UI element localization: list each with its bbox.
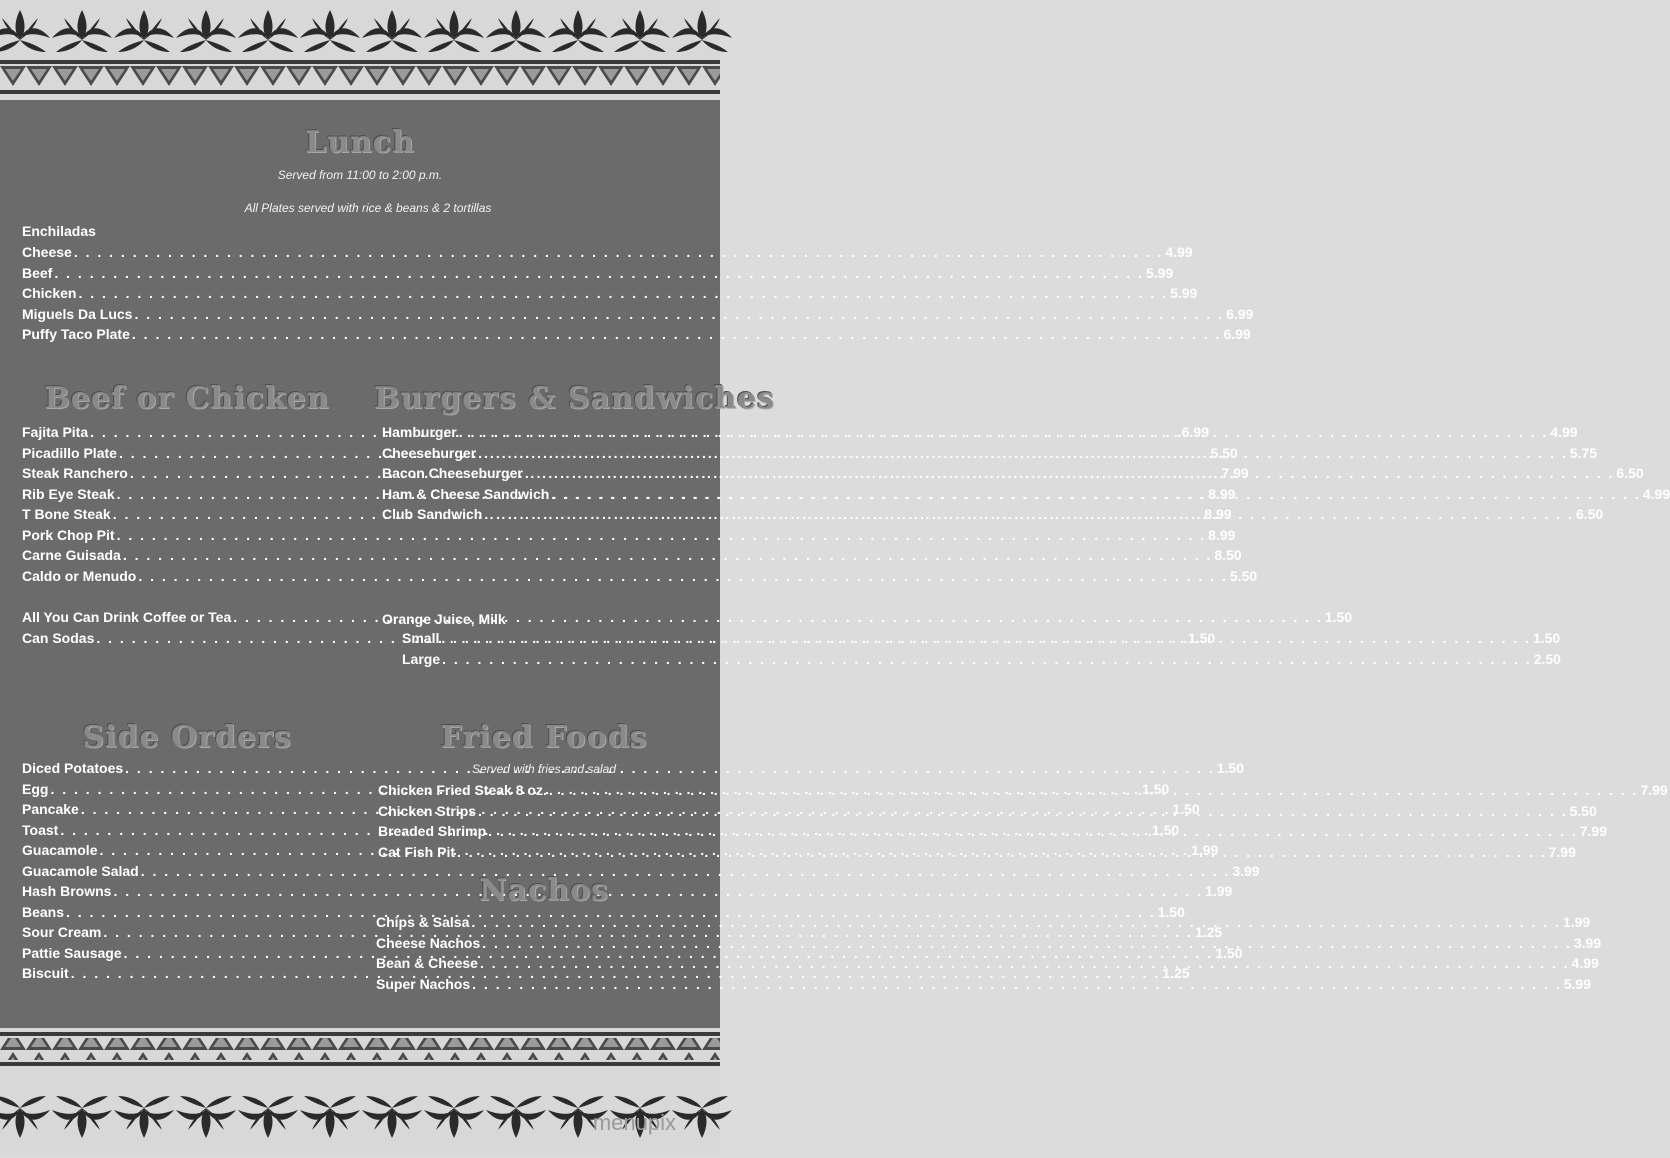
menu-item <box>402 650 1561 671</box>
menu-item-price: 1.25 <box>1194 924 1223 940</box>
menu-item-price: 2.50 <box>1533 650 1561 667</box>
menu-item-name: Beef <box>22 264 53 281</box>
menu-item-price: 5.99 <box>1170 285 1198 301</box>
dot-leader <box>471 914 1561 930</box>
menu-item-price: 6.99 <box>1226 305 1254 322</box>
menu-item-name: Cheese <box>22 244 72 260</box>
burgers-title: Burgers & Sandwiches <box>374 381 775 416</box>
menu-item-name: Puffy Taco Plate <box>22 326 130 342</box>
menu-item-name: Diced Potatoes <box>22 760 124 776</box>
menu-item <box>22 567 1258 588</box>
menu-item <box>402 630 1561 650</box>
dot-leader <box>442 651 1532 667</box>
menu-item-name: Bean & Cheese <box>376 955 478 971</box>
menu-item-name: Steak Ranchero <box>22 465 128 481</box>
menu-item-price: 6.99 <box>1181 424 1209 440</box>
fried-foods-note: Served with fries and salad <box>471 762 617 776</box>
menu-item <box>22 264 1174 285</box>
nachos-title: Nachos <box>479 873 609 908</box>
menu-item-name: Hash Browns <box>22 883 112 899</box>
menu-item-name: Can Sodas <box>22 629 95 646</box>
menu-item-name: Guacamole Salad <box>22 862 139 879</box>
dot-leader <box>74 244 1164 260</box>
menu-item-name: Chips & Salsa <box>376 914 470 930</box>
menu-item-price: 4.99 <box>1165 244 1193 260</box>
menu-item-price: 7.99 <box>1221 465 1249 481</box>
enchiladas-heading: Enchiladas <box>22 223 96 239</box>
menu-item-price: 1.50 <box>1157 903 1185 920</box>
lunch-plates-note: All Plates served with rice & beans & 2 tortillas <box>244 201 492 215</box>
menu-item-price: 8.99 <box>1204 506 1232 522</box>
menu-item-name: Miguels Da Lucs <box>22 305 133 322</box>
fried-foods-title: Fried Foods <box>440 720 648 755</box>
side-orders-title: Side Orders <box>82 720 292 755</box>
menu-item-price: 1.99 <box>1562 914 1591 930</box>
menu-item-name: Rib Eye Steak <box>22 485 115 502</box>
menu-item-price: 3.99 <box>1573 934 1602 951</box>
menu-item-name: Cat Fish Pit <box>378 843 456 860</box>
menu-item-name: Biscuit <box>22 965 69 981</box>
dot-leader <box>54 265 1144 281</box>
menu-item-name: Toast <box>22 821 59 838</box>
menu-item-price: 5.99 <box>1145 264 1174 281</box>
menu-item-price: 5.75 <box>1569 444 1597 461</box>
orange-juice-milk-heading: Orange Juice, Milk <box>382 611 506 627</box>
menu-item-name: Ham & Cheese Sandwich <box>382 485 550 502</box>
dot-leader <box>482 935 1572 951</box>
menu-item-price: 5.99 <box>1563 975 1591 992</box>
dot-leader <box>117 527 1207 543</box>
menu-item-name: Club Sandwich <box>382 506 483 522</box>
dot-leader <box>134 306 1224 322</box>
dot-leader <box>478 803 1568 819</box>
menu-item <box>22 526 1236 547</box>
menu-item-price: 3.99 <box>1232 862 1260 879</box>
menu-item-price: 4.99 <box>1571 955 1599 971</box>
menu-item <box>22 285 1198 305</box>
menu-item-name: Caldo or Menudo <box>22 567 137 584</box>
menu-item-price: 5.50 <box>1229 567 1258 584</box>
menu-item-name: Chicken Fried Steak 8 oz. <box>378 782 547 798</box>
menu-item-price: 8.50 <box>1214 547 1242 563</box>
menu-item-name: Pancake <box>22 801 79 817</box>
menu-item <box>376 975 1591 996</box>
menu-item-name: Carne Guisada <box>22 547 121 563</box>
menu-item-price: 1.50 <box>1532 630 1561 646</box>
menu-item-name: Chicken <box>22 285 77 301</box>
dot-leader <box>123 547 1213 563</box>
menu-item-price: 1.50 <box>1324 609 1353 625</box>
menu-item-name: Sour Cream <box>22 924 102 940</box>
menu-item-price: 1.99 <box>1205 883 1233 899</box>
dot-leader <box>549 782 1639 798</box>
dot-leader <box>459 424 1549 440</box>
menu-item-price: 6.50 <box>1616 465 1644 481</box>
menu-item-price: 1.50 <box>1172 801 1200 817</box>
dot-leader <box>441 630 1531 646</box>
menu-item-price: 1.50 <box>1142 780 1170 797</box>
menu-item-price: 1.25 <box>1162 965 1190 981</box>
menu-item-price: 7.99 <box>1579 823 1607 839</box>
menu-item-name: All You Can Drink Coffee or Tea <box>22 609 232 625</box>
dot-leader <box>484 506 1574 522</box>
dot-leader <box>525 465 1615 481</box>
menu-item <box>22 244 1193 264</box>
menu-item-name: Fajita Pita <box>22 424 89 440</box>
menu-item-price: 1.50 <box>1216 760 1244 776</box>
menu-item-price: 6.50 <box>1575 506 1604 522</box>
menu-item-name: T Bone Steak <box>22 506 111 522</box>
menupix-watermark: menupix <box>592 1110 676 1135</box>
menu-item-price: 6.99 <box>1223 326 1251 342</box>
menu-item-name: Guacamole <box>22 842 98 858</box>
menu-item <box>22 862 1260 883</box>
dot-leader <box>78 285 1168 301</box>
menu-item-price: 1.50 <box>1151 821 1180 838</box>
menu-item-name: Picadillo Plate <box>22 444 117 461</box>
menu-item-price: 1.50 <box>1187 629 1216 646</box>
menu-item-price: 4.99 <box>1550 424 1578 440</box>
menu-item-name: Breaded Shrimp <box>378 823 487 839</box>
lunch-served-note: Served from 11:00 to 2:00 p.m. <box>277 168 443 182</box>
dot-leader <box>488 823 1578 839</box>
menu-item-price: 5.50 <box>1569 802 1597 819</box>
beef-chicken-title: Beef or Chicken <box>44 381 330 416</box>
menu-item-price: 8.99 <box>1208 526 1236 543</box>
dot-leader <box>472 976 1562 992</box>
menu-item-name: Pork Chop Pit <box>22 526 115 543</box>
top-decorative-border <box>0 0 720 100</box>
dot-leader <box>138 568 1228 584</box>
dot-leader <box>457 844 1547 860</box>
menu-item-name: Bacon Cheeseburger <box>382 465 523 481</box>
dot-leader <box>551 486 1641 502</box>
dot-leader <box>480 955 1570 971</box>
menu-item-name: Pattie Sausage <box>22 944 122 961</box>
menu-item-name: Chicken Strips <box>378 802 477 819</box>
menu-item-price: 7.99 <box>1640 782 1668 798</box>
menu-item <box>22 547 1242 567</box>
menu-item-name: Cheeseburger <box>382 444 477 461</box>
menu-item-price: 1.50 <box>1215 944 1243 961</box>
menu-item-name: Large <box>402 650 441 667</box>
menu-item <box>22 326 1251 346</box>
menu-item-price: 5.50 <box>1210 444 1238 461</box>
decorative-pattern-top <box>0 0 720 100</box>
dot-leader <box>132 326 1222 342</box>
menu-item <box>22 305 1254 326</box>
menu-item-name: Cheese Nachos <box>376 934 481 951</box>
menu-item-price: 7.99 <box>1548 843 1576 860</box>
menu-item-name: Egg <box>22 780 49 797</box>
menu-item-name: Super Nachos <box>376 975 471 992</box>
dot-leader <box>478 445 1568 461</box>
lunch-title: Lunch <box>305 125 415 160</box>
menu-item-name: Hamburger <box>382 424 457 440</box>
menu-item-price: 1.99 <box>1191 842 1219 858</box>
menu-item-name: Beans <box>22 903 65 920</box>
menu-item-name: Small <box>402 630 440 646</box>
menu-item-price: 4.99 <box>1642 485 1670 502</box>
menu-item-price: 8.99 <box>1208 485 1236 502</box>
